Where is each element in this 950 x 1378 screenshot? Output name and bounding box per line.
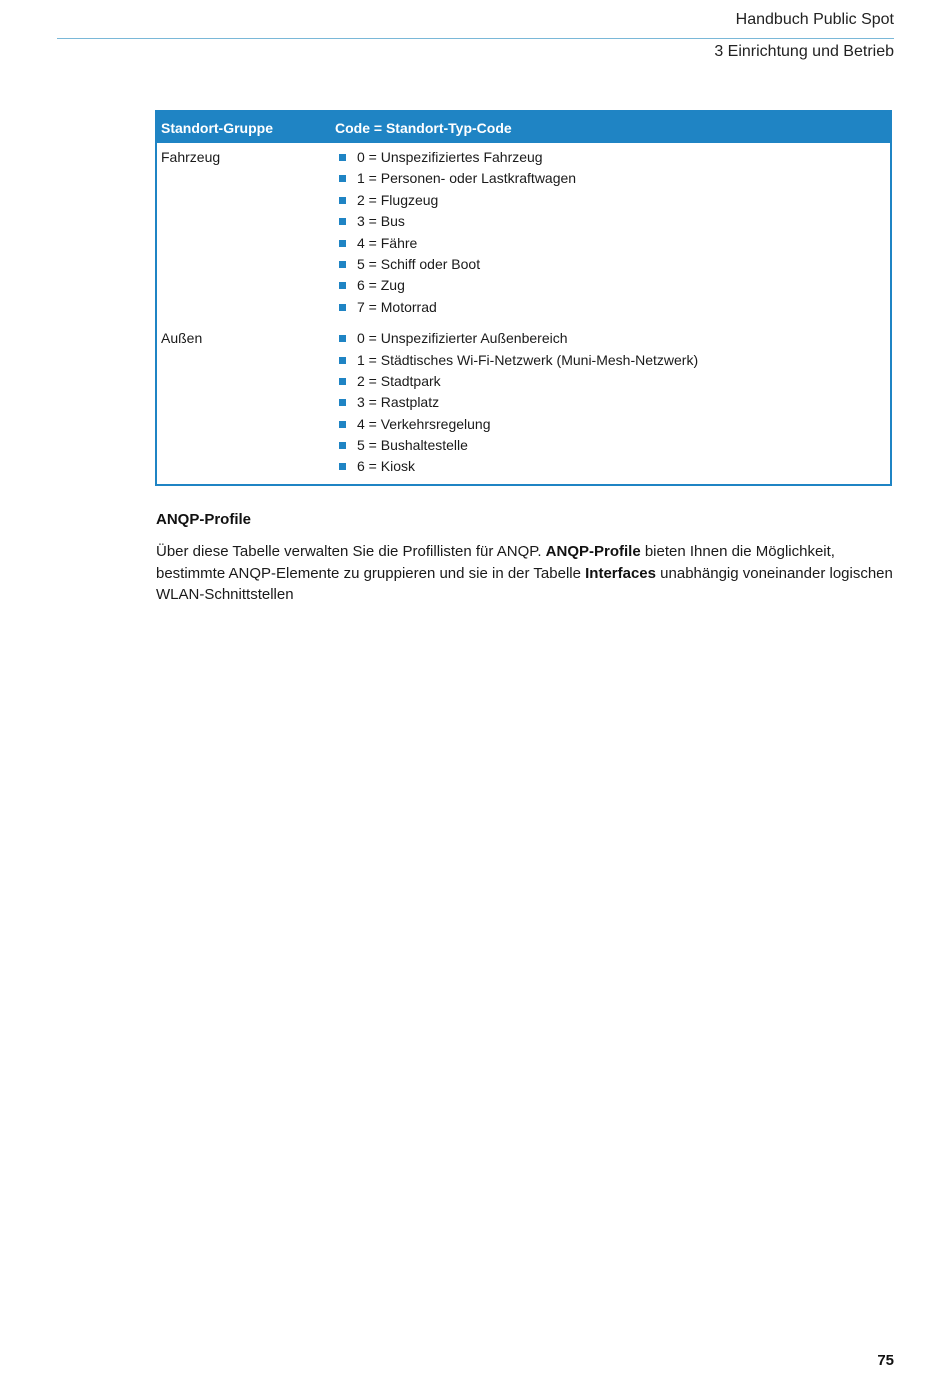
square-bullet-icon bbox=[339, 357, 346, 364]
square-bullet-icon bbox=[339, 218, 346, 225]
code-list bbox=[335, 328, 890, 478]
list-item: 2 = Flugzeug bbox=[335, 190, 890, 211]
location-type-table bbox=[155, 110, 892, 486]
square-bullet-icon bbox=[339, 154, 346, 161]
list-item: 5 = Schiff oder Boot bbox=[335, 254, 890, 275]
square-bullet-icon bbox=[339, 282, 346, 289]
table-row-outdoor bbox=[157, 318, 890, 484]
code-list bbox=[335, 147, 890, 318]
square-bullet-icon bbox=[339, 463, 346, 470]
list-item: 1 = Personen- oder Lastkraftwagen bbox=[335, 168, 890, 189]
bold-term-interfaces: Interfaces bbox=[585, 564, 656, 582]
square-bullet-icon bbox=[339, 175, 346, 182]
list-item: 4 = Verkehrsregelung bbox=[335, 414, 890, 435]
table-row-vehicle bbox=[157, 143, 890, 318]
square-bullet-icon bbox=[339, 442, 346, 449]
square-bullet-icon bbox=[339, 304, 346, 311]
square-bullet-icon bbox=[339, 378, 346, 385]
square-bullet-icon bbox=[339, 399, 346, 406]
square-bullet-icon bbox=[339, 240, 346, 247]
list-item: 6 = Zug bbox=[335, 275, 890, 296]
list-item: 6 = Kiosk bbox=[335, 456, 890, 477]
list-item: 0 = Unspezifizierter Außenbereich bbox=[335, 328, 890, 349]
list-item: 2 = Stadtpark bbox=[335, 371, 890, 392]
running-header-chapter: 3 Einrichtung und Betrieb bbox=[714, 43, 894, 60]
group-name: Außen bbox=[161, 330, 203, 347]
list-item: 3 = Bus bbox=[335, 211, 890, 232]
bold-term-anqp-profile: ANQP-Profile bbox=[545, 543, 641, 560]
section-heading: ANQP-Profile bbox=[156, 511, 252, 528]
list-item: 4 = Fähre bbox=[335, 233, 890, 254]
column-header-group: Standort-Gruppe bbox=[161, 119, 273, 136]
page-number: 75 bbox=[877, 1352, 894, 1369]
column-header-code: Code = Standort-Typ-Code bbox=[335, 119, 512, 136]
list-item: 0 = Unspezifiziertes Fahrzeug bbox=[335, 147, 890, 168]
square-bullet-icon bbox=[339, 335, 346, 342]
body-paragraph: Über diese Tabelle verwalten Sie die Profillisten für ANQP. ANQP-Profile bieten Ihnen die Möglichkeit, bestimmte ANQP-Elemente zu gruppieren und sie in der Tabelle Interfaces unabhängig voneinander logischen WLAN-Schnittstellen bbox=[156, 543, 893, 603]
list-item: 3 = Rastplatz bbox=[335, 392, 890, 413]
group-name: Fahrzeug bbox=[161, 149, 221, 165]
square-bullet-icon bbox=[339, 261, 346, 268]
list-item: 5 = Bushaltestelle bbox=[335, 435, 890, 456]
running-header-title: Handbuch Public Spot bbox=[735, 11, 894, 28]
list-item: 1 = Städtisches Wi-Fi-Netzwerk (Muni-Mesh-Netzwerk) bbox=[335, 350, 890, 371]
list-item: 7 = Motorrad bbox=[335, 297, 890, 318]
square-bullet-icon bbox=[339, 421, 346, 428]
square-bullet-icon bbox=[339, 197, 346, 204]
header-divider bbox=[57, 38, 894, 39]
table-header-row bbox=[157, 112, 890, 143]
